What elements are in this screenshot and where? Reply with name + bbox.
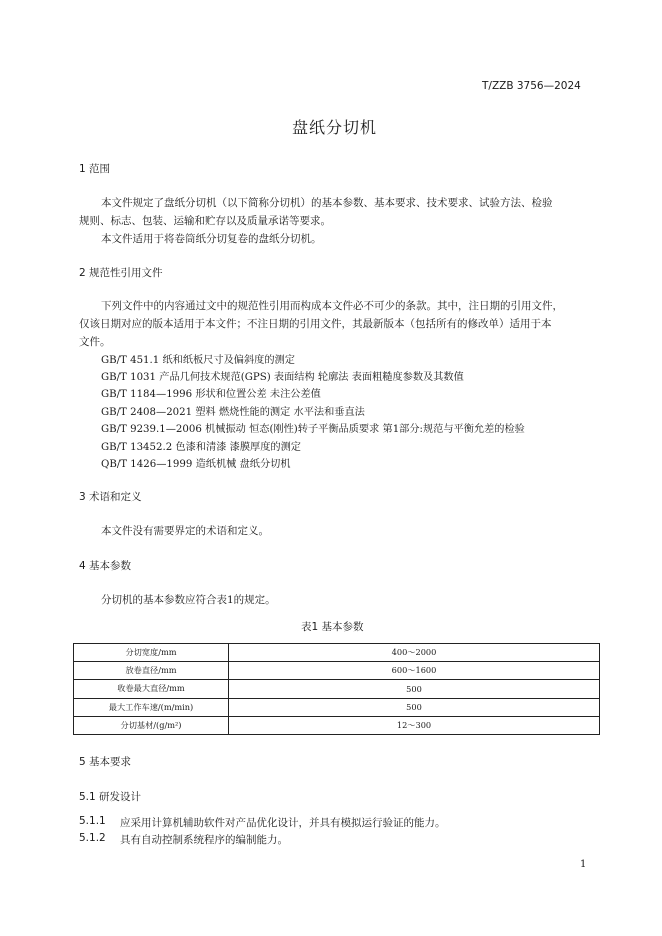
reference-item: GB/T 451.1 纸和纸板尺寸及偏斜度的测定	[101, 355, 295, 366]
table-cell-value: 12～300	[229, 716, 600, 734]
table-row	[74, 716, 600, 734]
section-3-para: 本文件没有需要界定的术语和定义。	[101, 525, 269, 537]
section-5-heading: 5 基本要求	[79, 756, 132, 768]
reference-item: GB/T 13452.2 色漆和清漆 漆膜厚度的测定	[101, 442, 301, 453]
item-5-1-1-text: 应采用计算机辅助软件对产品优化设计，并具有模拟运行验证的能力。	[120, 817, 446, 829]
section-1-para-2: 本文件适用于将卷筒纸分切复卷的盘纸分切机。	[101, 233, 322, 245]
reference-item: GB/T 9239.1—2006 机械振动 恒态(刚性)转子平衡品质要求 第1部分:规范与平衡允差的检验	[101, 424, 525, 435]
table-caption: 表1 基本参数	[301, 621, 364, 633]
reference-item: GB/T 1184—1996 形状和位置公差 未注公差值	[101, 389, 321, 400]
section-4-heading: 4 基本参数	[79, 560, 132, 572]
section-3-heading: 3 术语和定义	[79, 491, 142, 503]
section-5-1-heading: 5.1 研发设计	[79, 791, 142, 803]
section-2-para-line-3: 文件。	[79, 336, 111, 348]
table-row	[74, 644, 600, 662]
table-row	[74, 698, 600, 716]
section-1-para-1-line-1: 本文件规定了盘纸分切机（以下简称分切机）的基本参数、基本要求、技术要求、试验方法、检验	[101, 197, 553, 209]
item-5-1-1-number: 5.1.1	[79, 815, 106, 827]
table-row	[74, 680, 600, 698]
table-cell-name: 分切宽度/mm	[74, 644, 229, 662]
table-cell-name: 收卷最大直径/mm	[74, 680, 229, 698]
table-cell-value: 500	[229, 698, 600, 716]
reference-item: GB/T 2408—2021 塑料 燃烧性能的测定 水平法和垂直法	[101, 407, 365, 418]
table-cell-name: 最大工作车速/(m/min)	[74, 698, 229, 716]
item-5-1-2-text: 具有自动控制系统程序的编制能力。	[120, 834, 288, 846]
table-cell-value: 500	[229, 680, 600, 698]
page-number: 1	[580, 859, 587, 870]
section-2-para-line-1: 下列文件中的内容通过文中的规范性引用而构成本文件必不可少的条款。其中，注日期的引用文件，	[101, 300, 563, 312]
reference-item: QB/T 1426—1999 造纸机械 盘纸分切机	[101, 459, 291, 470]
section-1-para-1-line-2: 规则、标志、包装、运输和贮存以及质量承诺等要求。	[79, 215, 331, 227]
section-4-para: 分切机的基本参数应符合表1的规定。	[101, 594, 276, 606]
page-title: 盘纸分切机	[292, 118, 378, 137]
table-row	[74, 662, 600, 680]
table-cell-name: 分切基材/(g/m²)	[74, 716, 229, 734]
table-cell-value: 600～1600	[229, 662, 600, 680]
item-5-1-2-number: 5.1.2	[79, 832, 106, 844]
section-1-heading: 1 范围	[79, 163, 111, 175]
section-2-para-line-2: 仅该日期对应的版本适用于本文件；不注日期的引用文件，其最新版本（包括所有的修改单）适用于本	[79, 318, 552, 330]
section-2-heading: 2 规范性引用文件	[79, 267, 163, 279]
basic-parameters-table	[73, 643, 600, 735]
table-cell-value: 400～2000	[229, 644, 600, 662]
table-cell-name: 放卷直径/mm	[74, 662, 229, 680]
document-code: T/ZZB 3756—2024	[482, 80, 581, 92]
reference-item: GB/T 1031 产品几何技术规范(GPS) 表面结构 轮廓法 表面粗糙度参数及其数值	[101, 372, 464, 383]
